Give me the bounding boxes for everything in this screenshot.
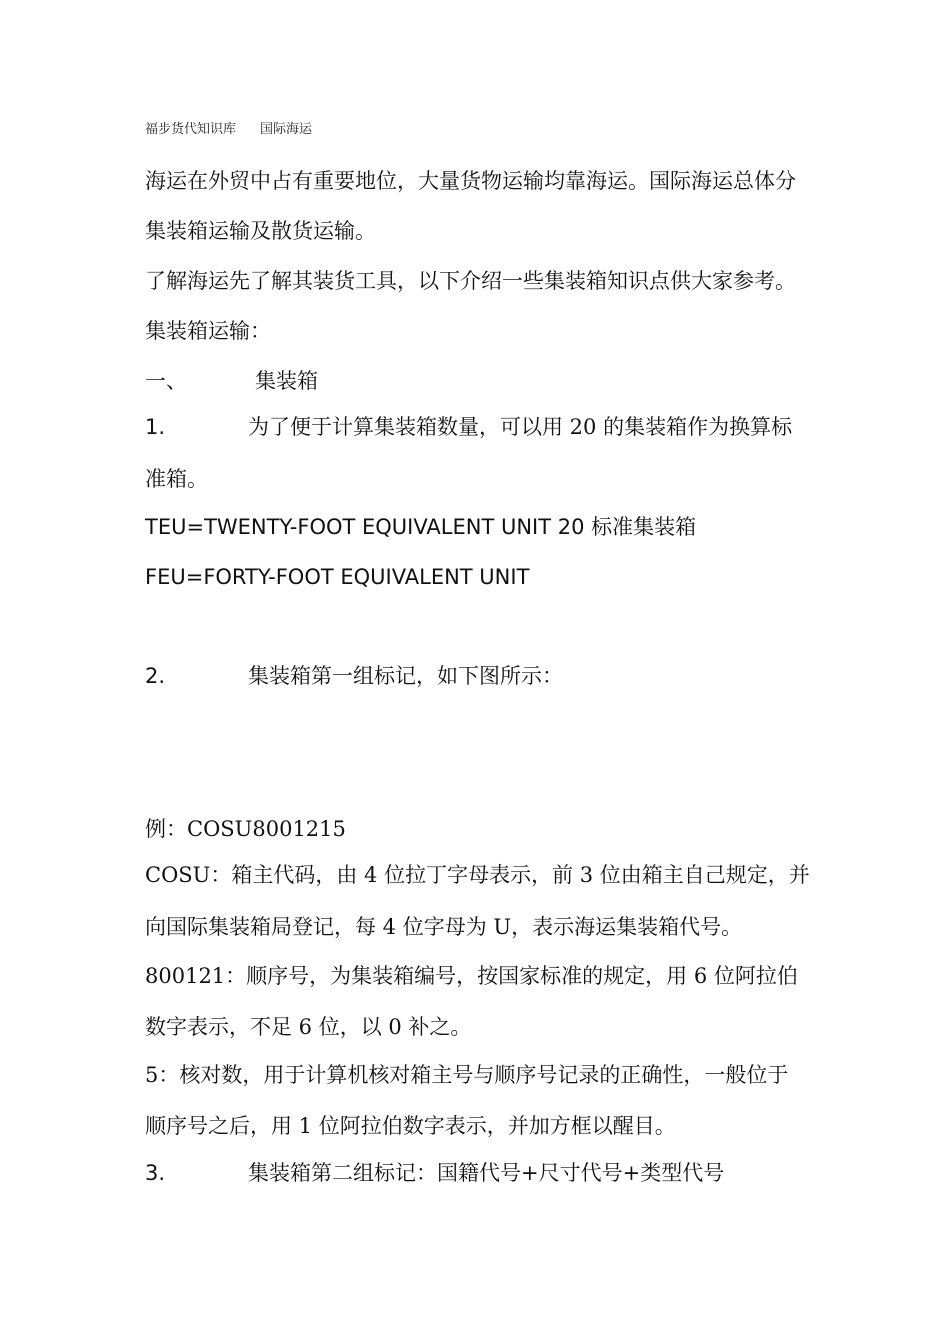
page-header: [145, 122, 312, 138]
paragraph-line: 5：核对数，用于计算机核对箱主号与顺序号记录的正确性，一般位于: [145, 1063, 789, 1087]
list-number: 1.: [145, 415, 166, 439]
paragraph-line: 了解海运先了解其装货工具，以下介绍一些集装箱知识点供大家参考。: [145, 269, 796, 293]
list-number: 2.: [145, 664, 166, 688]
list-item: [145, 662, 563, 690]
section-number: 一、: [145, 369, 187, 393]
list-item: [145, 413, 792, 441]
paragraph-line: 顺序号之后，用 1 位阿拉伯数字表示，并加方框以醒目。: [145, 1114, 676, 1138]
list-text: 集装箱第二组标记：国籍代号+尺寸代号+类型代号: [248, 1161, 725, 1185]
paragraph-line: 海运在外贸中占有重要地位，大量货物运输均靠海运。国际海运总体分: [145, 169, 796, 193]
header-source: 福步货代知识库: [145, 122, 237, 137]
paragraph-line: 准箱。: [145, 467, 208, 491]
paragraph-line: 向国际集装箱局登记，每 4 位字母为 U，表示海运集装箱代号。: [145, 915, 743, 939]
paragraph-line: 集装箱运输及散货运输。: [145, 219, 376, 243]
list-item: [145, 1159, 724, 1187]
teu-definition: TEU=TWENTY-FOOT EQUIVALENT UNIT 20 标准集装箱: [145, 515, 697, 539]
section-heading: [145, 367, 318, 395]
list-text: 为了便于计算集装箱数量，可以用 20 的集装箱作为换算标: [248, 415, 793, 439]
paragraph-line: 集装箱运输：: [145, 319, 271, 343]
paragraph-line: 800121：顺序号，为集装箱编号，按国家标准的规定，用 6 位阿拉伯: [145, 964, 798, 988]
list-text: 集装箱第一组标记，如下图所示：: [248, 664, 563, 688]
paragraph-line: COSU：箱主代码，由 4 位拉丁字母表示，前 3 位由箱主自己规定，并: [145, 863, 810, 887]
header-category: 国际海运: [260, 122, 313, 137]
feu-definition: FEU=FORTY-FOOT EQUIVALENT UNIT: [145, 565, 530, 589]
list-number: 3.: [145, 1161, 166, 1185]
example-code: 例：COSU8001215: [145, 817, 346, 841]
paragraph-line: 数字表示，不足 6 位，以 0 补之。: [145, 1015, 472, 1039]
section-title: 集装箱: [255, 369, 318, 393]
